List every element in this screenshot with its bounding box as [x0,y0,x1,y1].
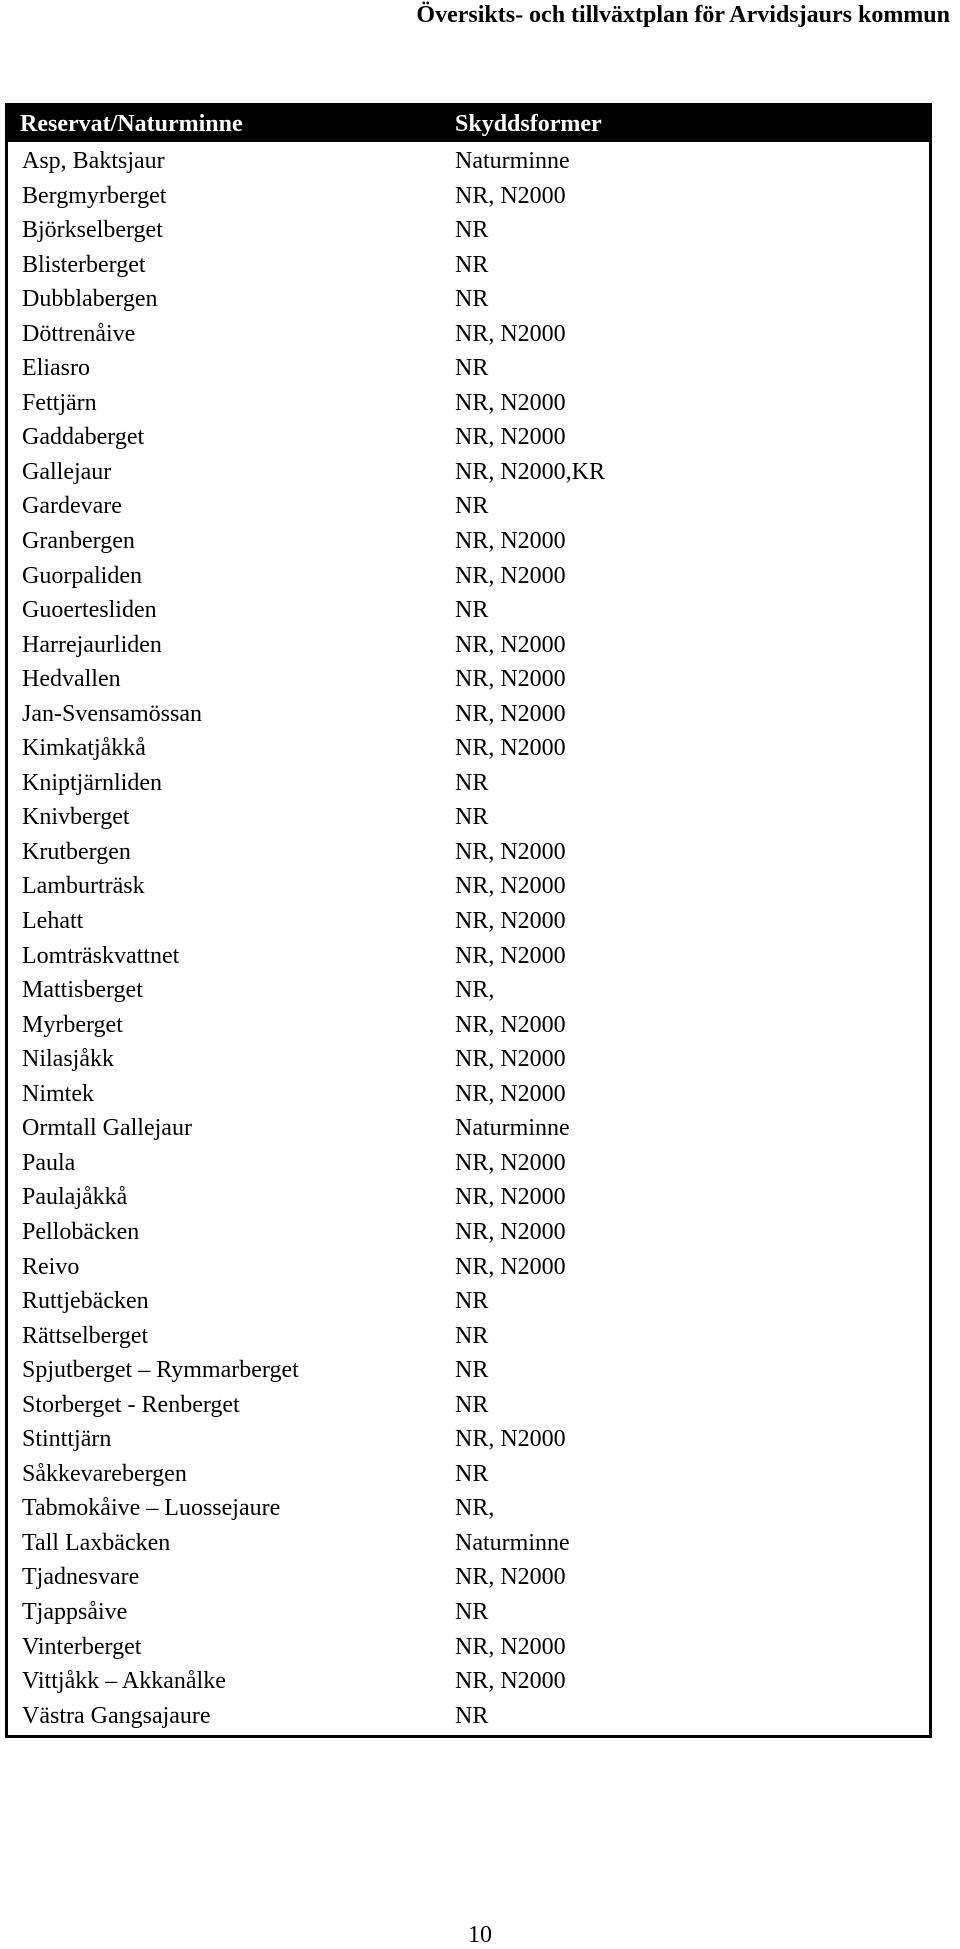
table-body [8,144,929,1733]
reserve-name-cell: Fettjärn [22,389,97,416]
protection-form-cell: NR, N2000 [455,1253,566,1280]
reserve-name-cell: Nilasjåkk [22,1046,114,1073]
reserve-name-cell: Ruttjebäcken [22,1288,149,1315]
table-row [8,1664,929,1699]
reserve-name-cell: Asp, Baktsjaur [22,148,165,174]
reserve-name-cell: Granbergen [22,528,135,555]
reserve-name-cell: Spjutberget – Rymmarberget [22,1357,299,1384]
table-row [8,800,929,835]
protection-form-cell: NR, N2000 [455,562,566,589]
reserve-name-cell: Guoertesliden [22,597,157,624]
protection-form-cell: NR, [455,977,495,1004]
table-row [8,1146,929,1181]
table-row [8,489,929,524]
reserve-name-cell: Hedvallen [22,666,121,693]
reserve-name-cell: Björkselberget [22,217,163,244]
reserve-name-cell: Harrejaurliden [22,631,162,658]
table-row [8,248,929,283]
protection-form-cell: NR [455,251,489,278]
protection-form-cell: NR [455,1357,489,1384]
table-row [8,1111,929,1146]
reserves-table [5,103,932,1738]
table-row [8,179,929,214]
reserve-name-cell: Gaddaberget [22,424,145,451]
table-row [8,1319,929,1354]
protection-form-cell: NR, N2000 [455,1080,566,1107]
table-row [8,1042,929,1077]
table-row [8,351,929,386]
protection-form-cell: NR [455,493,489,520]
protection-form-cell: NR, N2000 [455,1184,566,1211]
protection-form-cell: NR, N2000 [455,528,566,555]
table-row [8,213,929,248]
table-row [8,1250,929,1285]
reserve-name-cell: Knivberget [22,804,130,831]
reserve-name-cell: Storberget - Renberget [22,1391,240,1418]
protection-form-cell: NR [455,1702,489,1729]
table-row [8,1526,929,1561]
table-row [8,1077,929,1112]
reserve-name-cell: Myrberget [22,1011,123,1038]
table-row [8,973,929,1008]
protection-form-cell: NR, N2000,KR [455,458,606,485]
reserve-name-cell: Paulajåkkå [22,1184,128,1211]
protection-form-cell: NR [455,804,489,831]
table-row [8,662,929,697]
reserve-name-cell: Lomträskvattnet [22,942,180,969]
table-row [8,1491,929,1526]
protection-form-cell: Naturminne [455,1529,570,1556]
table-row [8,524,929,559]
table-row [8,766,929,801]
table-row [8,317,929,352]
column-header-reserve: Reservat/Naturminne [20,111,243,137]
protection-form-cell: Naturminne [455,148,570,174]
reserve-name-cell: Såkkevarebergen [22,1460,187,1487]
reserve-name-cell: Tabmokåive – Luossejaure [22,1495,281,1522]
table-header-row [8,106,929,142]
table-row [8,835,929,870]
protection-form-cell: NR, N2000 [455,873,566,900]
reserve-name-cell: Tjappsåive [22,1598,128,1625]
table-row [8,1180,929,1215]
reserve-name-cell: Kniptjärnliden [22,769,162,796]
protection-form-cell: NR, [455,1495,495,1522]
reserve-name-cell: Bergmyrberget [22,182,167,209]
reserve-name-cell: Eliasro [22,355,90,382]
protection-form-cell: NR, N2000 [455,1218,566,1245]
reserve-name-cell: Döttrenåive [22,320,136,347]
table-row [8,1284,929,1319]
protection-form-cell: NR [455,217,489,244]
protection-form-cell: NR, N2000 [455,182,566,209]
table-row [8,144,929,179]
reserve-name-cell: Blisterberget [22,251,146,278]
table-row [8,593,929,628]
protection-form-cell: NR, N2000 [455,424,566,451]
reserve-name-cell: Lehatt [22,908,84,935]
protection-form-cell: NR, N2000 [455,320,566,347]
reserve-name-cell: Vinterberget [22,1633,142,1660]
reserve-name-cell: Tall Laxbäcken [22,1529,171,1556]
protection-form-cell: NR, N2000 [455,735,566,762]
protection-form-cell: NR, N2000 [455,700,566,727]
table-row [8,1630,929,1665]
table-row [8,939,929,974]
reserve-name-cell: Gallejaur [22,458,112,485]
table-row [8,1422,929,1457]
table-row [8,697,929,732]
table-row [8,1008,929,1043]
table-row [8,1353,929,1388]
protection-form-cell: NR, N2000 [455,1426,566,1453]
protection-form-cell: NR, N2000 [455,1633,566,1660]
protection-form-cell: NR [455,1322,489,1349]
table-row [8,420,929,455]
reserve-name-cell: Gardevare [22,493,122,520]
table-row [8,869,929,904]
table-row [8,386,929,421]
table-row [8,904,929,939]
page-header-title: Översikts- och tillväxtplan för Arvidsjaurs kommun [416,2,950,28]
protection-form-cell: NR, N2000 [455,666,566,693]
table-row [8,455,929,490]
protection-form-cell: NR, N2000 [455,1046,566,1073]
table-row [8,1457,929,1492]
reserve-name-cell: Lamburträsk [22,873,145,900]
reserve-name-cell: Kimkatjåkkå [22,735,146,762]
reserve-name-cell: Västra Gangsajaure [22,1702,211,1729]
reserve-name-cell: Vittjåkk – Akkanålke [22,1668,226,1695]
table-row [8,1388,929,1423]
reserve-name-cell: Mattisberget [22,977,143,1004]
protection-form-cell: NR, N2000 [455,942,566,969]
protection-form-cell: NR, N2000 [455,1011,566,1038]
table-row [8,731,929,766]
protection-form-cell: NR [455,355,489,382]
reserve-name-cell: Guorpaliden [22,562,142,589]
reserve-name-cell: Tjadnesvare [22,1564,140,1591]
reserve-name-cell: Rättselberget [22,1322,149,1349]
table-row [8,282,929,317]
table-row [8,1560,929,1595]
protection-form-cell: NR, N2000 [455,838,566,865]
protection-form-cell: NR, N2000 [455,1149,566,1176]
page-number: 10 [468,1922,492,1948]
reserve-name-cell: Reivo [22,1253,80,1280]
reserve-name-cell: Pellobäcken [22,1218,140,1245]
protection-form-cell: NR [455,286,489,313]
reserve-name-cell: Paula [22,1149,76,1176]
table-row [8,1595,929,1630]
protection-form-cell: NR [455,1391,489,1418]
table-row [8,559,929,594]
table-row [8,1215,929,1250]
protection-form-cell: NR, N2000 [455,631,566,658]
protection-form-cell: NR [455,1288,489,1315]
table-row [8,1699,929,1734]
protection-form-cell: NR, N2000 [455,1668,566,1695]
reserve-name-cell: Nimtek [22,1080,94,1107]
protection-form-cell: NR [455,769,489,796]
reserve-name-cell: Ormtall Gallejaur [22,1115,192,1142]
protection-form-cell: NR, N2000 [455,908,566,935]
protection-form-cell: NR [455,1460,489,1487]
protection-form-cell: NR [455,597,489,624]
protection-form-cell: Naturminne [455,1115,570,1142]
table-row [8,628,929,663]
reserve-name-cell: Stinttjärn [22,1426,112,1453]
reserve-name-cell: Krutbergen [22,838,131,865]
protection-form-cell: NR, N2000 [455,389,566,416]
reserve-name-cell: Jan-Svensamössan [22,700,202,727]
column-header-protection: Skyddsformer [455,111,602,137]
protection-form-cell: NR, N2000 [455,1564,566,1591]
protection-form-cell: NR [455,1598,489,1625]
reserve-name-cell: Dubblabergen [22,286,158,313]
